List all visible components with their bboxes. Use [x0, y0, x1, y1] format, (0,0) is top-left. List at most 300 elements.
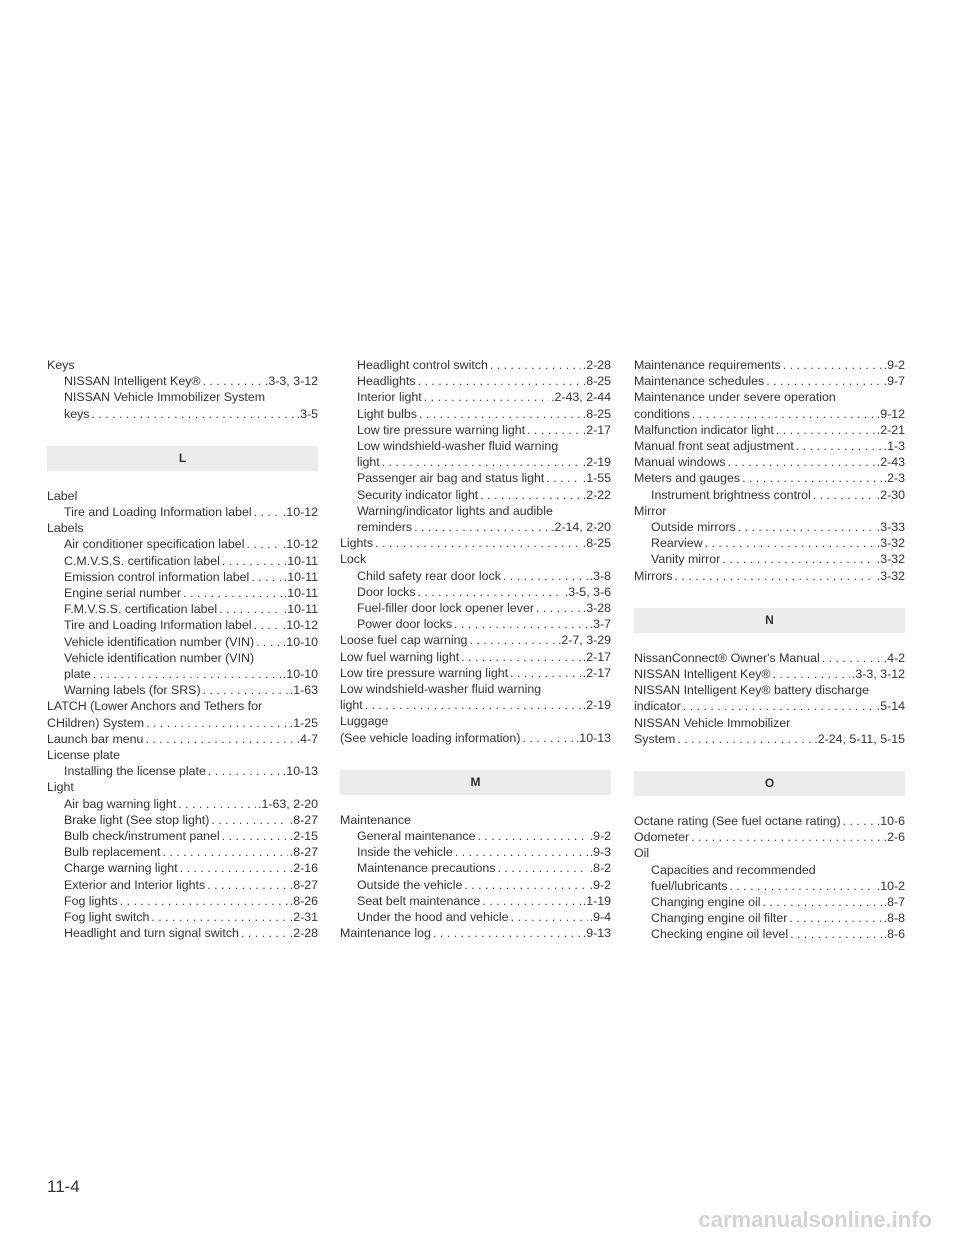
- entry-label: Seat belt maintenance: [357, 893, 481, 908]
- entry-pages: .2-7, 3-29: [557, 633, 611, 648]
- entry-pages: .8-25: [582, 406, 611, 421]
- entry-pages: .10-12: [282, 505, 318, 520]
- entry-pages: .10-13: [282, 764, 318, 779]
- entry-label: NISSAN Intelligent Key®: [64, 374, 201, 389]
- index-entry: [634, 422, 905, 438]
- dot-leader: [527, 422, 581, 438]
- entry-label: Fuel-filler door lock opener lever: [357, 601, 534, 616]
- entry-pages: .3-3, 3-12: [264, 374, 318, 389]
- dot-leader: [162, 844, 287, 860]
- index-subentry: [47, 828, 318, 844]
- entry-label: Door locks: [357, 584, 416, 599]
- dot-leader: [382, 454, 581, 470]
- index-entry: [340, 665, 611, 681]
- entry-pages: .4-2: [883, 650, 905, 665]
- dot-leader: [482, 893, 580, 909]
- index-subentry: [634, 910, 905, 926]
- entry-label: Air conditioner specification label: [64, 537, 245, 552]
- index-entry: [340, 713, 611, 729]
- index-subentry: [47, 844, 318, 860]
- entry-pages: .10-6: [876, 814, 905, 829]
- index-subentry: [47, 406, 318, 422]
- entry-pages: .8-27: [289, 845, 318, 860]
- entry-pages: .3-32: [876, 568, 905, 583]
- entry-label: Child safety rear door lock: [357, 568, 501, 583]
- entry-label: Changing engine oil filter: [651, 911, 788, 926]
- entry-label: Low windshield-washer fluid warning: [357, 439, 559, 454]
- index-entry: [340, 551, 611, 567]
- dot-leader: [790, 926, 882, 942]
- index-subentry: [340, 389, 611, 405]
- entry-pages: .10-10: [282, 634, 318, 649]
- dot-leader: [424, 389, 549, 405]
- entry-pages: .4-7: [296, 731, 318, 746]
- entry-label: Label: [47, 488, 78, 503]
- dot-leader: [375, 535, 581, 551]
- entry-label: Tire and Loading Information label: [64, 505, 252, 520]
- dot-leader: [145, 731, 294, 747]
- entry-label: Loose fuel cap warning: [340, 633, 468, 648]
- entry-pages: .3-3, 3-12: [851, 667, 905, 682]
- index-subentry: [634, 894, 905, 910]
- entry-label: Power door locks: [357, 617, 453, 632]
- index-subentry: [634, 926, 905, 942]
- section-header-l: L: [47, 446, 318, 471]
- entry-label: Bulb check/instrument panel: [64, 829, 220, 844]
- dot-leader: [480, 487, 581, 503]
- entry-label: light: [357, 455, 380, 470]
- entry-pages: .2-43, 2-44: [551, 390, 611, 405]
- dot-leader: [692, 406, 875, 422]
- entry-label: Meters and gauges: [634, 471, 741, 486]
- entry-pages: .3-5: [296, 406, 318, 421]
- index-entry: [340, 812, 611, 828]
- dot-leader: [146, 715, 288, 731]
- index-subentry: [47, 909, 318, 925]
- entry-pages: .8-25: [582, 374, 611, 389]
- dot-leader: [469, 632, 556, 648]
- page-number: 11-4: [47, 1177, 80, 1196]
- entry-label: Low windshield-washer fluid warning: [340, 682, 542, 697]
- entry-label: Inside the vehicle: [357, 845, 453, 860]
- index-entry: [47, 488, 318, 504]
- index-subentry: [47, 536, 318, 552]
- dot-leader: [691, 829, 882, 845]
- dot-leader: [180, 860, 288, 876]
- dot-leader: [675, 568, 875, 584]
- index-subentry: [47, 763, 318, 779]
- entry-label: Maintenance under severe operation: [634, 390, 836, 405]
- entry-pages: .3-32: [876, 552, 905, 567]
- dot-leader: [207, 877, 288, 893]
- dot-leader: [490, 357, 581, 373]
- entry-label: Fog lights: [64, 893, 118, 908]
- dot-leader: [683, 698, 875, 714]
- index-subentry: [340, 519, 611, 535]
- entry-label: Headlight and turn signal switch: [64, 926, 239, 941]
- index-subentry: [47, 389, 318, 405]
- index-entry: [340, 632, 611, 648]
- index-subentry: [340, 600, 611, 616]
- index-entry: [634, 666, 905, 682]
- index-column-3: [634, 357, 905, 943]
- index-entry: [634, 731, 905, 747]
- dot-leader: [728, 454, 875, 470]
- dot-leader: [464, 877, 587, 893]
- entry-label: Interior light: [357, 390, 422, 405]
- index-subentry: [634, 519, 905, 535]
- entry-label: Warning/indicator lights and audible: [357, 503, 553, 518]
- index-subentry: [634, 487, 905, 503]
- index-entry: [340, 697, 611, 713]
- index-subentry: [634, 551, 905, 567]
- entry-pages: .10-13: [575, 730, 611, 745]
- index-entry: [634, 568, 905, 584]
- entry-label: System: [634, 731, 676, 746]
- entry-label: Installing the license plate: [64, 764, 206, 779]
- entry-pages: .5-14: [876, 699, 905, 714]
- dot-leader: [813, 487, 875, 503]
- entry-label: LATCH (Lower Anchors and Tethers for: [47, 699, 263, 714]
- dot-leader: [497, 860, 587, 876]
- entry-pages: .1-63: [289, 683, 318, 698]
- dot-leader: [120, 893, 288, 909]
- index-subentry: [340, 422, 611, 438]
- entry-pages: .2-22: [582, 487, 611, 502]
- entry-label: light: [340, 698, 363, 713]
- entry-label: Lights: [340, 536, 374, 551]
- dot-leader: [414, 519, 549, 535]
- dot-leader: [742, 470, 882, 486]
- index-subentry: [47, 893, 318, 909]
- index-subentry: [634, 862, 905, 878]
- entry-pages: .2-31: [289, 910, 318, 925]
- index-subentry: [340, 828, 611, 844]
- dot-leader: [251, 569, 282, 585]
- entry-pages: .1-63, 2-20: [258, 796, 318, 811]
- entry-label: Low tire pressure warning light: [340, 665, 509, 680]
- entry-label: Changing engine oil: [651, 895, 761, 910]
- index-entry: [47, 715, 318, 731]
- entry-label: Bulb replacement: [64, 845, 161, 860]
- entry-pages: .10-2: [876, 878, 905, 893]
- index-entry: [340, 535, 611, 551]
- entry-label: Vehicle identification number (VIN): [64, 650, 255, 665]
- dot-leader: [219, 601, 282, 617]
- entry-pages: .2-6: [883, 830, 905, 845]
- index-subentry: [340, 893, 611, 909]
- dot-leader: [503, 568, 588, 584]
- dot-leader: [211, 812, 287, 828]
- entry-label: Odometer: [634, 830, 690, 845]
- entry-label: Light bulbs: [357, 406, 417, 421]
- index-entry: [634, 503, 905, 519]
- index-subentry: [340, 357, 611, 373]
- entry-label: Tire and Loading Information label: [64, 618, 252, 633]
- index-subentry: [340, 844, 611, 860]
- entry-pages: .2-17: [582, 665, 611, 680]
- entry-label: Manual front seat adjustment: [634, 439, 794, 454]
- entry-label: Brake light (See stop light): [64, 812, 210, 827]
- entry-label: plate: [64, 667, 91, 682]
- entry-label: Outside mirrors: [651, 520, 736, 535]
- dot-leader: [511, 909, 588, 925]
- index-subentry: [47, 925, 318, 941]
- index-entry: [634, 698, 905, 714]
- entry-label: Launch bar menu: [47, 731, 144, 746]
- entry-label: Manual windows: [634, 455, 726, 470]
- dot-leader: [208, 763, 281, 779]
- entry-label: NissanConnect® Owner's Manual: [634, 650, 820, 665]
- index-subentry: [340, 584, 611, 600]
- entry-label: Headlights: [357, 374, 416, 389]
- entry-label: NISSAN Vehicle Immobilizer: [634, 715, 791, 730]
- entry-label: Oil: [634, 846, 650, 861]
- index-entry: [47, 779, 318, 795]
- entry-pages: .3-33: [876, 520, 905, 535]
- entry-label: Fog light switch: [64, 910, 150, 925]
- entry-label: reminders: [357, 520, 413, 535]
- entry-label: Malfunction indicator light: [634, 422, 774, 437]
- index-entry: [634, 373, 905, 389]
- entry-pages: .2-28: [582, 358, 611, 372]
- index-entry: [634, 829, 905, 845]
- index-entry: [47, 357, 318, 373]
- entry-label: Outside the vehicle: [357, 877, 463, 892]
- entry-label: NISSAN Vehicle Immobilizer System: [64, 390, 266, 405]
- index-subentry: [47, 569, 318, 585]
- entry-pages: .9-4: [589, 910, 611, 925]
- entry-label: Octane rating (See fuel octane rating): [634, 814, 841, 829]
- dot-leader: [454, 616, 588, 632]
- dot-leader: [433, 925, 581, 941]
- entry-pages: .2-17: [582, 422, 611, 437]
- entry-label: Lock: [340, 552, 367, 567]
- dot-leader: [178, 796, 256, 812]
- index-entry: [340, 681, 611, 697]
- index-subentry: [47, 553, 318, 569]
- index-subentry: [634, 878, 905, 894]
- entry-label: keys: [64, 406, 90, 421]
- entry-label: Vehicle identification number (VIN): [64, 634, 255, 649]
- dot-leader: [738, 519, 875, 535]
- entry-label: C.M.V.S.S. certification label: [64, 553, 220, 568]
- index-subentry: [634, 535, 905, 551]
- dot-leader: [461, 649, 581, 665]
- entry-pages: .2-19: [582, 455, 611, 470]
- dot-leader: [93, 666, 281, 682]
- entry-label: Keys: [47, 358, 75, 372]
- entry-label: Maintenance log: [340, 926, 431, 941]
- index-entry: [634, 682, 905, 698]
- index-subentry: [340, 503, 611, 519]
- index-subentry: [47, 601, 318, 617]
- entry-pages: .8-7: [883, 895, 905, 910]
- entry-label: (See vehicle loading information): [340, 730, 521, 745]
- entry-pages: .8-8: [883, 911, 905, 926]
- entry-pages: .2-19: [582, 698, 611, 713]
- entry-pages: .10-11: [283, 553, 318, 568]
- dot-leader: [773, 666, 850, 682]
- dot-leader: [822, 650, 882, 666]
- entry-pages: .10-10: [282, 667, 318, 682]
- entry-pages: .2-17: [582, 649, 611, 664]
- entry-pages: .10-11: [283, 602, 318, 617]
- dot-leader: [776, 422, 875, 438]
- dot-leader: [705, 535, 875, 551]
- entry-pages: .2-15: [289, 829, 318, 844]
- entry-pages: .9-12: [876, 406, 905, 421]
- entry-label: Maintenance requirements: [634, 358, 781, 372]
- dot-leader: [722, 551, 874, 567]
- index-entry: [340, 925, 611, 941]
- index-entry: [634, 470, 905, 486]
- dot-leader: [203, 373, 263, 389]
- entry-pages: .8-26: [289, 893, 318, 908]
- dot-leader: [536, 600, 581, 616]
- watermark-text: carmanualsonline.info: [698, 1207, 932, 1232]
- dot-leader: [254, 504, 281, 520]
- entry-label: Exterior and Interior lights: [64, 877, 206, 892]
- entry-label: License plate: [47, 748, 121, 763]
- dot-leader: [203, 682, 288, 698]
- index-entry: [340, 649, 611, 665]
- dot-leader: [783, 357, 882, 373]
- entry-label: Security indicator light: [357, 487, 479, 502]
- index-entry: [47, 698, 318, 714]
- entry-label: Under the hood and vehicle: [357, 910, 509, 925]
- entry-pages: .3-7: [589, 617, 611, 632]
- entry-pages: .1-55: [582, 471, 611, 486]
- entry-label: Maintenance precautions: [357, 861, 496, 876]
- dot-leader: [729, 878, 874, 894]
- dot-leader: [254, 617, 281, 633]
- index-subentry: [340, 438, 611, 454]
- entry-label: Passenger air bag and status light: [357, 471, 545, 486]
- entry-label: indicator: [634, 699, 681, 714]
- index-subentry: [47, 682, 318, 698]
- index-entry: [340, 730, 611, 746]
- dot-leader: [766, 373, 881, 389]
- entry-pages: .2-30: [876, 487, 905, 502]
- section-header-n: N: [634, 608, 905, 633]
- entry-pages: .8-6: [883, 927, 905, 942]
- index-subentry: [340, 454, 611, 470]
- dot-leader: [477, 828, 587, 844]
- index-entry: [634, 845, 905, 861]
- entry-pages: .2-24, 5-11, 5-15: [814, 731, 905, 746]
- dot-leader: [763, 894, 882, 910]
- entry-pages: .9-13: [582, 926, 611, 941]
- index-subentry: [47, 796, 318, 812]
- index-entry: [47, 731, 318, 747]
- entry-label: Air bag warning light: [64, 796, 177, 811]
- entry-pages: .2-3: [883, 471, 905, 486]
- dot-leader: [151, 909, 287, 925]
- index-subentry: [340, 470, 611, 486]
- entry-pages: .8-27: [289, 877, 318, 892]
- entry-pages: .9-3: [589, 845, 611, 860]
- index-subentry: [47, 877, 318, 893]
- entry-pages: .3-28: [582, 601, 611, 616]
- entry-pages: .2-16: [289, 861, 318, 876]
- entry-pages: .10-11: [283, 586, 318, 601]
- dot-leader: [91, 406, 294, 422]
- index-column-1: [47, 357, 318, 942]
- entry-pages: .9-7: [883, 374, 905, 389]
- dot-leader: [455, 844, 588, 860]
- entry-pages: .1-25: [289, 715, 318, 730]
- index-entry: [634, 406, 905, 422]
- entry-label: Low tire pressure warning light: [357, 422, 526, 437]
- entry-pages: .8-25: [582, 536, 611, 551]
- entry-pages: .3-8: [589, 568, 611, 583]
- entry-label: Mirror: [634, 503, 667, 518]
- index-subentry: [47, 666, 318, 682]
- entry-pages: .3-32: [876, 536, 905, 551]
- index-entry: [634, 813, 905, 829]
- entry-label: Maintenance: [340, 812, 411, 827]
- entry-label: Headlight control switch: [357, 358, 488, 372]
- entry-label: Mirrors: [634, 568, 673, 583]
- index-column-2: [340, 357, 611, 942]
- dot-leader: [365, 697, 581, 713]
- dot-leader: [510, 665, 581, 681]
- entry-pages: .10-12: [282, 537, 318, 552]
- dot-leader: [222, 553, 282, 569]
- index-subentry: [47, 504, 318, 520]
- entry-pages: .2-14, 2-20: [551, 520, 611, 535]
- index-subentry: [47, 860, 318, 876]
- index-subentry: [340, 406, 611, 422]
- index-subentry: [340, 877, 611, 893]
- entry-label: Charge warning light: [64, 861, 178, 876]
- entry-label: NISSAN Intelligent Key® battery discharge: [634, 683, 870, 698]
- entry-label: Labels: [47, 521, 84, 536]
- index-entry: [634, 454, 905, 470]
- section-header-o: O: [634, 771, 905, 796]
- entry-pages: .10-11: [283, 569, 318, 584]
- index-entry: [634, 357, 905, 373]
- entry-pages: .1-3: [883, 439, 905, 454]
- index-subentry: [47, 812, 318, 828]
- dot-leader: [246, 536, 280, 552]
- entry-label: Capacities and recommended: [651, 862, 816, 877]
- entry-label: Vanity mirror: [651, 552, 721, 567]
- index-entry: [634, 650, 905, 666]
- index-subentry: [47, 617, 318, 633]
- dot-leader: [677, 731, 812, 747]
- dot-leader: [418, 373, 581, 389]
- entry-label: fuel/lubricants: [651, 878, 728, 893]
- dot-leader: [522, 730, 573, 746]
- entry-pages: .10-12: [282, 618, 318, 633]
- index-entry: [47, 520, 318, 536]
- dot-leader: [789, 910, 881, 926]
- entry-label: Low fuel warning light: [340, 649, 460, 664]
- index-entry: [47, 747, 318, 763]
- entry-label: F.M.V.S.S. certification label: [64, 602, 218, 617]
- entry-label: Instrument brightness control: [651, 487, 811, 502]
- index-subentry: [47, 650, 318, 666]
- index-entry: [634, 438, 905, 454]
- index-subentry: [47, 634, 318, 650]
- entry-label: Checking engine oil level: [651, 927, 789, 942]
- entry-label: conditions: [634, 406, 690, 421]
- entry-label: Emission control information label: [64, 569, 250, 584]
- entry-pages: .8-2: [589, 861, 611, 876]
- entry-label: Engine serial number: [64, 586, 182, 601]
